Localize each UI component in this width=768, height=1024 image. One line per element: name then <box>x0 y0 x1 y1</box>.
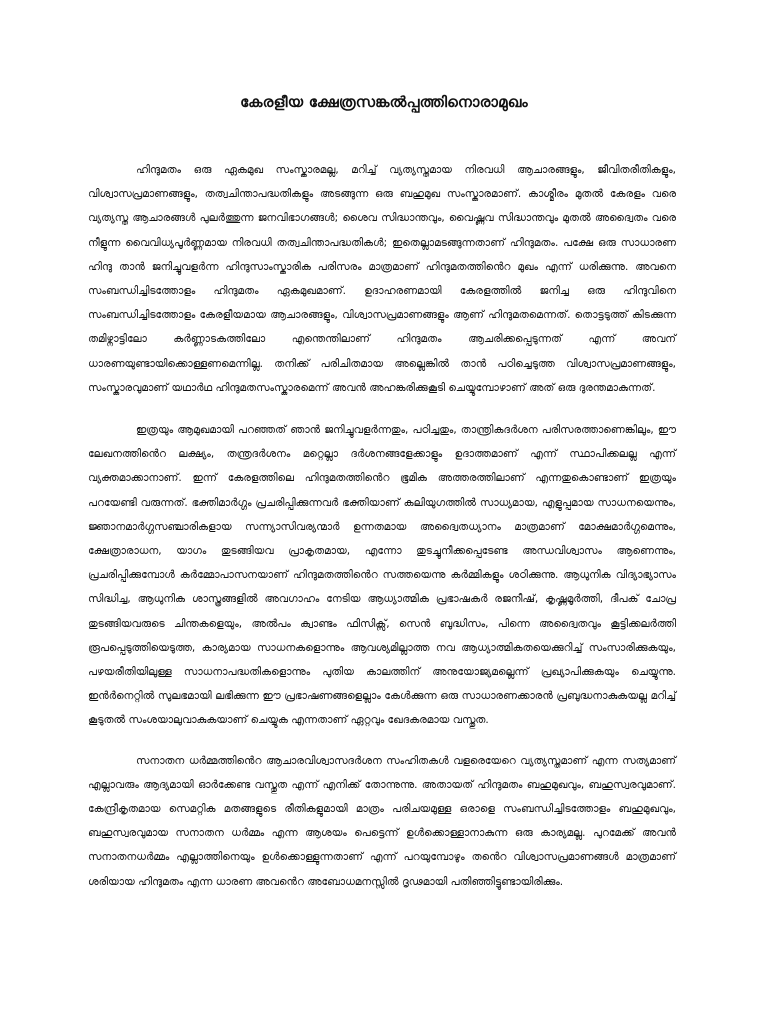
document-title: കേരളീയ ക്ഷേത്രസങ്കൽപ്പത്തിനൊരാമുഖം <box>240 93 528 111</box>
document-body <box>88 158 676 912</box>
paragraph-2: ഇത്രയും ആമുഖമായി പറഞ്ഞത് ഞാൻ ജനിച്ചുവളർന്നതും, പഠിച്ചതും, താന്ത്രികദർശന പരിസരത്താണെങ്കിലും, ഈ ലേഖനത്തിൻെറ ലക്ഷ്യം, തന്ത്രദർശനം മറ്റെല്ലാ ദർശനങ്ങളേക്കാളും ഉദാത്തമാണ് എന്ന് സ്ഥാപിക്കലല്ല എന്ന് വ്യക്തമാക്കാനാണ്. ഇന്ന് കേരളത്തിലെ ഹിന്ദുമതത്തിൻെറ ഭൂമിക അത്തരത്തിലാണ് എന്നതുകൊണ്ടാണ് ഇത്രയും പറയേണ്ടി വരുന്നത്. ഭക്തിമാർഗ്ഗം പ്രചരിപ്പിക്കുന്നവർ ഭക്തിയാണ് കലിയുഗത്തിൽ സാധ്യമായ, എളുപ്പമായ സാധനയെന്നും, ജ്ഞാനമാർഗ്ഗസഞ്ചാരികളായ സന്ന്യാസിവര്യന്മാർ ഉന്നതമായ അദ്വൈതധ്യാനം മാത്രമാണ് മോക്ഷമാർഗ്ഗമെന്നും, ക്ഷേത്രാരാധന, യാഗം തുടങ്ങിയവ പ്രാകൃതമായ, എന്നോ തുടച്ചുനീക്കപ്പെടേണ്ട അന്ധവിശ്വാസം ആണെന്നും, പ്രചരിപ്പിക്കുമ്പോൾ കർമ്മോപാസനയാണ് ഹിന്ദുമതത്തിൻെറ സത്തയെന്നു കർമ്മികളും ശഠിക്കുന്നു. ആധുനിക വിദ്യാഭ്യാസം സിദ്ധിച്ച, ആധുനിക ശാസ്ത്രങ്ങളിൽ അവഗാഹം നേടിയ ആധ്യാത്മിക പ്രഭാഷകർ രജനീഷ്, കൃഷ്ണമൂർത്തി, ദീപക് ചോപ്ര തുടങ്ങിയവരുടെ ചിന്തകളെയും, അൽപം ക്വാണ്ടം ഫിസിക്സ്, സെൻ ബുദ്ധിസം, പിന്നെ അദ്വൈതവും കൂട്ടിക്കലർത്തി രൂപപ്പെടുത്തിയെടുത്ത, കാര്യമായ സാധനകളൊന്നും ആവശ്യമില്ലാത്ത നവ ആധ്യാത്മികതയെക്കുറിച്ച് സംസാരിക്കുകയും, പഴയരീതിയിലുള്ള സാധനാപദ്ധതികളൊന്നും പുതിയ കാലത്തിന് അനുയോജ്യമല്ലെന്ന് പ്രഖ്യാപിക്കുകയും ചെയ്യുന്നു. ഇൻർനെറ്റിൽ സുലഭമായി ലഭിക്കുന്ന ഈ പ്രഭാഷണങ്ങളെല്ലാം കേൾക്കുന്ന ഒരു സാധാരണക്കാരൻ പ്രബുദ്ധനാകുകയല്ല മറിച്ച് കൂടുതൽ സംശയാലുവാകുകയാണ് ചെയ്യുക എന്നതാണ് ഏറ്റവും ഖേദകരമായ വസ്തുത. <box>88 424 676 727</box>
paragraph-3: സനാതന ധർമ്മത്തിൻെറ ആചാരവിശ്വാസദർശന സംഹിതകൾ വളരെയേറെ വ്യത്യസ്തമാണ് എന്ന സത്യമാണ് എല്ലാവരും ആദ്യമായി ഓർക്കേണ്ട വസ്തുത എന്ന് എനിക്ക് തോന്നുന്നു. അതായത് ഹിന്ദുമതം ബഹുമുഖവും, ബഹുസ്വരവുമാണ്. കേന്ദ്രീകൃതമായ സെമറ്റിക മതങ്ങളുടെ രീതികളുമായി മാത്രം പരിചയമുള്ള ഒരാളെ സംബന്ധിച്ചിടത്തോളം ബഹുമുഖവും, ബഹുസ്വരവുമായ സനാതന ധർമ്മം എന്ന ആശയം പെട്ടെന്ന് ഉൾക്കൊള്ളാനാകുന്ന ഒരു കാര്യമല്ല. പുറമേക്ക് അവൻ സനാതനധർമ്മം എല്ലാത്തിനെയും ഉൾക്കൊള്ളുന്നതാണ് എന്ന് പറയുമ്പോഴും തൻെറ വിശ്വാസപ്രമാണങ്ങൾ മാത്രമാണ് ശരിയായ ഹിന്ദുമതം എന്ന ധാരണ അവൻെറ അബോധമനസ്സിൽ ദൃഢമായി പതിഞ്ഞിട്ടുണ്ടായിരിക്കും. <box>88 754 676 888</box>
paragraph-1: ഹിന്ദുമതം ഒരു ഏകമുഖ സംസ്കാരമല്ല, മറിച്ച് വ്യത്യസ്തമായ നിരവധി ആചാരങ്ങളും, ജീവിതരീതികളും, വിശ്വാസപ്രമാണങ്ങളും, തത്വചിന്താപദ്ധതികളും അടങ്ങുന്ന ഒരു ബഹുമുഖ സംസ്കാരമാണ്. കാശ്മീരം മുതൽ കേരളം വരെ വ്യത്യസ്ത ആചാരങ്ങൾ പുലർത്തുന്ന ജനവിഭാഗങ്ങൾ; ശൈവ സിദ്ധാന്തവും, വൈഷ്ണവ സിദ്ധാന്തവും മുതൽ അദ്വൈതം വരെ നീളുന്ന വൈവിധ്യപൂർണ്ണമായ നിരവധി തത്വചിന്താപദ്ധതികൾ; ഇതെല്ലാമടങ്ങുന്നതാണ് ഹിന്ദുമതം. പക്ഷേ ഒരു സാധാരണ ഹിന്ദു താൻ ജനിച്ചുവളർന്ന ഹിന്ദുസാംസ്കാരിക പരിസരം മാത്രമാണ് ഹിന്ദുമതത്തിൻെറ മുഖം എന്ന് ധരിക്കുന്നു. അവനെ സംബന്ധിച്ചിടത്തോളം ഹിന്ദുമതം ഏകമുഖമാണ്. ഉദാഹരണമായി കേരളത്തിൽ ജനിച്ച ഒരു ഹിന്ദുവിനെ സംബന്ധിച്ചിടത്തോളം കേരളീയമായ ആചാരങ്ങളും, വിശ്വാസപ്രമാണങ്ങളും ആണ് ഹിന്ദുമതമെന്നത്. തൊട്ടടുത്ത് കിടക്കുന്ന തമിഴ്നാട്ടിലോ കർണ്ണാടകത്തിലോ എന്തെന്തിലാണ് ഹിന്ദുമതം ആചരിക്കപ്പെടുന്നത് എന്ന് അവന് ധാരണയുണ്ടായിക്കൊള്ളണമെന്നില്ല. തനിക്ക് പരിചിതമായ അല്ലെങ്കിൽ താൻ പഠിച്ചെടുത്ത വിശ്വാസപ്രമാണങ്ങളും, സംസ്കാരവുമാണ് യഥാർഥ ഹിന്ദുമതസംസ്കാരമെന്ന് അവൻ അഹങ്കരിക്കുകൂടി ചെയ്യുമ്പോഴാണ് അത് ഒരു ദുരന്തമാകുന്നത്. <box>88 164 676 394</box>
